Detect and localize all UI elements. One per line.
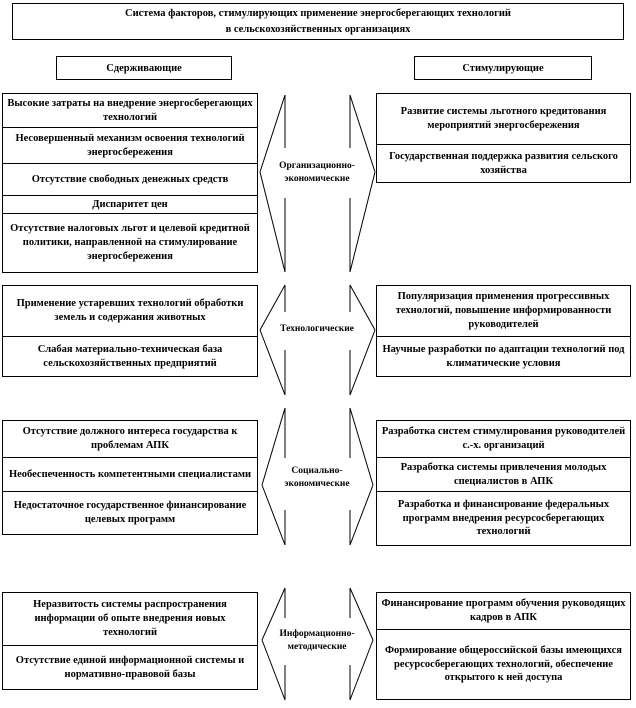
factor-item: Отсутствие единой информационной системы и нормативно-правовой базы [3,645,257,689]
factor-item: Государственная поддержка развития сельского хозяйства [377,144,630,182]
factor-item: Диспаритет цен [3,195,257,213]
factor-item: Применение устаревших технологий обработки земель и содержания животных [16,298,244,323]
title-line-2: в сельскохозяйственных организациях [225,23,411,35]
factor-item: Высокие затраты на внедрение энергосберегающих технологий [7,97,253,123]
factor-item: Финансирование программ обучения руководящих кадров в АПК [381,598,626,623]
restraining-box-organizational [2,93,258,273]
factor-item: Слабая материально-техническая база сельскохозяйственных предприятий [3,336,257,376]
restraining-box-technological [2,285,258,377]
header-stimulating: Стимулирующие [414,56,592,80]
category-label-technological: Технологические [280,324,354,334]
factor-item: Популяризация применения прогрессивных технологий, повышение информированности руководителей [395,291,612,330]
category-label-socioeconomic: Социально- экономические [284,466,350,489]
category-label-organizational: Организационно- экономические [279,161,355,184]
factor-item: Недостаточное государственное финансирование целевых программ [3,491,257,534]
factor-item: Отсутствие налоговых льгот и целевой кредитной политики, направленной на стимулирование энергосбережения [3,213,257,272]
arrow-technological [260,285,375,395]
stimulating-box-technological [376,285,631,377]
restraining-box-socioeconomic [2,420,258,535]
factor-item: Разработка систем стимулирования руководителей с.-х. организаций [381,426,626,451]
stimulating-box-organizational [376,93,631,183]
header-restraining: Сдерживающие [56,56,232,80]
stimulating-box-socioeconomic [376,420,631,546]
factor-item: Развитие системы льготного кредитования мероприятий энергосбережения [400,106,607,131]
factor-item: Отсутствие должного интереса государства к проблемам АПК [22,426,238,451]
factor-item: Научные разработки по адаптации технологий под климатические условия [377,336,630,376]
restraining-box-informational [2,592,258,690]
factor-item: Отсутствие свободных денежных средств [3,163,257,195]
title-line-1: Система факторов, стимулирующих применение энергосберегающих технологий [125,8,511,20]
factor-item: Несовершенный механизм освоения технологий энергосбережения [3,127,257,163]
factor-item: Разработка и финансирование федеральных программ внедрения ресурсосберегающих технологий [377,491,630,545]
factor-item: Неразвитость системы распространения информации об опыте внедрения новых технологий [33,599,227,638]
category-label-informational: Информационно- методические [279,629,355,652]
factor-item: Формирование общероссийской базы имеющихся ресурсосберегающих технологий, обеспечение открытого к ней доступа [377,629,630,699]
stimulating-box-informational [376,592,631,700]
factor-item: Необеспеченность компетентными специалистами [3,457,257,491]
factor-item: Разработка системы привлечения молодых специалистов в АПК [377,457,630,491]
